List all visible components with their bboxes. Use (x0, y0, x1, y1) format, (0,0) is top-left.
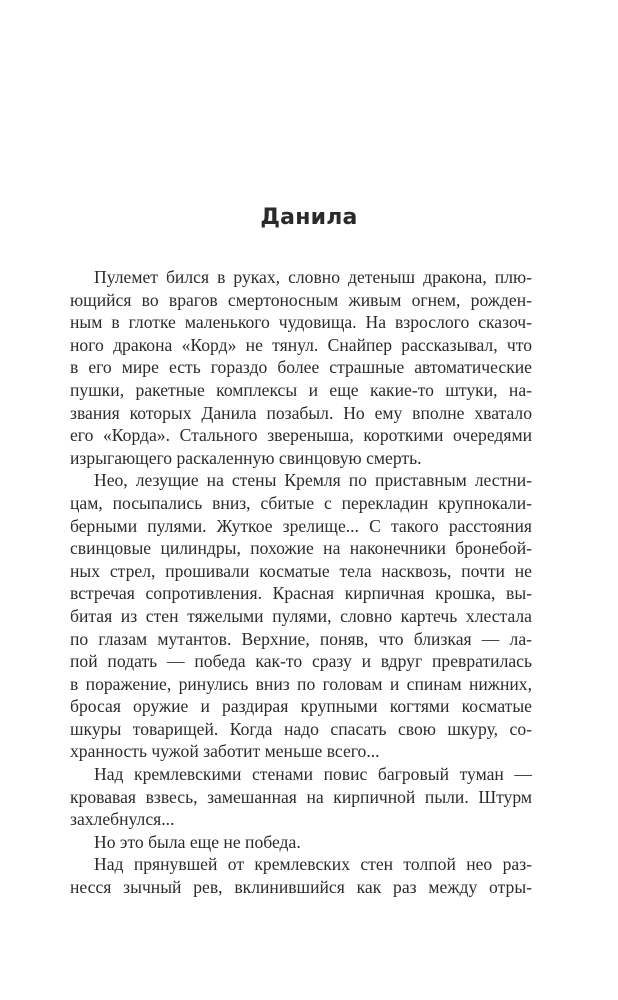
text-line: Пулемет бился в руках, словно детеныш дракона, плю- (94, 267, 532, 287)
text-line: его «Корда». Стального звереныша, короткими очередями (70, 425, 532, 446)
text-line: Но это была еще не победа. (94, 831, 301, 852)
text-line: цам, посыпались вниз, сбитые с перекладин крупнокали- (70, 492, 532, 513)
text-line: пушки, ракетные комплексы и еще какие-то штуки, на- (70, 379, 532, 400)
text-line: ного дракона «Корд» не тянул. Снайпер рассказывал, что (70, 334, 532, 355)
text-line: ным в глотке маленького чудовища. На взрослого сказоч- (70, 312, 532, 333)
text-line: Над прянувшей от кремлевских стен толпой нео раз- (94, 854, 532, 875)
text-line: в его мире есть гораздо более страшные автоматические (70, 357, 532, 378)
text-line: Над кремлевскими стенами повис багровый туман — (94, 764, 532, 785)
text-line: звания которых Данила позабыл. Но ему вполне хватало (70, 402, 532, 423)
text-line: пой подать — победа как-то сразу и вдруг превратилась (70, 651, 532, 672)
text-line: ных стрел, прошивали косматые тела насквозь, почти не (70, 560, 532, 581)
text-line: по глазам мутантов. Верхние, поняв, что близкая — ла- (70, 628, 532, 649)
chapter-title: Данила (260, 205, 358, 230)
text-line: берными пулями. Жуткое зрелище... С такого расстояния (70, 515, 532, 536)
text-line: битая из стен тяжелыми пулями, словно картечь хлестала (70, 605, 532, 626)
text-line: бросая оружие и раздирая крупными когтями косматые (70, 696, 532, 717)
text-line: несся зычный рев, вклинившийся как раз между отры- (70, 877, 532, 898)
text-line: изрыгающего раскаленную свинцовую смерть. (70, 447, 422, 468)
text-line: встречая сопротивления. Красная кирпичная крошка, вы- (70, 583, 532, 604)
text-line: шкуры товарищей. Когда надо спасать свою шкуру, со- (70, 718, 532, 739)
text-line: ющийся во врагов смертоносным живым огнем, рожден- (70, 289, 532, 310)
text-line: в поражение, ринулись вниз по головам и спинам нижних, (70, 673, 532, 694)
text-line: кровавая взвесь, замешанная на кирпичной пыли. Штурм (70, 786, 532, 807)
text-line: Нео, лезущие на стены Кремля по приставным лестни- (94, 470, 532, 491)
body-text (70, 266, 532, 899)
text-line: захлебнулся... (70, 809, 175, 830)
text-line: свинцовые цилиндры, похожие на наконечники бронебой- (70, 538, 532, 559)
text-line: хранность чужой заботит меньше всего... (70, 741, 380, 762)
